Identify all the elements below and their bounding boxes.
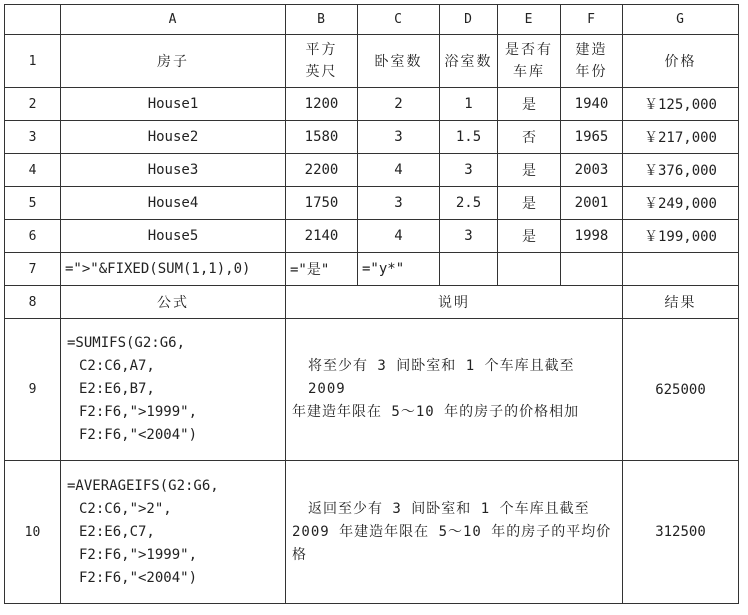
column-header-f[interactable]: F	[561, 5, 623, 35]
formula-line: F2:F6,">1999",	[79, 404, 198, 420]
cell-bathrooms[interactable]: 2.5	[440, 187, 498, 220]
cell-bedrooms[interactable]: 4	[358, 220, 440, 253]
cell-house-name[interactable]: House3	[61, 154, 286, 187]
formula-line: E2:E6,B7,	[79, 381, 155, 397]
cell-garage[interactable]: 是	[498, 187, 561, 220]
row-number[interactable]: 4	[5, 154, 61, 187]
column-header-e[interactable]: E	[498, 5, 561, 35]
row-number[interactable]: 6	[5, 220, 61, 253]
cell-text-line: 平方	[305, 42, 338, 58]
cell-house-name[interactable]: House4	[61, 187, 286, 220]
cell-year[interactable]: 1998	[561, 220, 623, 253]
cell-sqft[interactable]: 1200	[286, 88, 358, 121]
cell-year[interactable]: 2003	[561, 154, 623, 187]
formula-line: F2:F6,">1999",	[79, 546, 198, 563]
row-number[interactable]: 3	[5, 121, 61, 154]
cell-c7[interactable]: ="y*"	[358, 253, 440, 286]
spreadsheet-table	[4, 4, 739, 604]
cell-formula-header[interactable]: 公式	[61, 286, 286, 319]
cell-bedrooms[interactable]: 2	[358, 88, 440, 121]
cell-a1[interactable]: 房子	[61, 35, 286, 88]
corner-cell[interactable]	[5, 5, 61, 35]
cell-bathrooms[interactable]: 1.5	[440, 121, 498, 154]
cell-text-line: 英尺	[305, 64, 338, 80]
cell-e1[interactable]	[498, 35, 561, 88]
cell-formula-averageifs[interactable]	[61, 461, 286, 604]
cell-text-line: 年份	[575, 64, 608, 80]
cell-d7[interactable]	[440, 253, 498, 286]
column-header-a[interactable]: A	[61, 5, 286, 35]
cell-garage[interactable]: 是	[498, 220, 561, 253]
table-row	[5, 220, 739, 253]
cell-garage[interactable]: 否	[498, 121, 561, 154]
cell-f7[interactable]	[561, 253, 623, 286]
cell-house-name[interactable]: House2	[61, 121, 286, 154]
cell-f1[interactable]	[561, 35, 623, 88]
description-line: 格	[292, 546, 307, 563]
formula-line: C2:C6,">2",	[79, 500, 172, 517]
row-number[interactable]: 10	[5, 461, 61, 604]
column-header-row	[5, 5, 739, 35]
column-header-c[interactable]: C	[358, 5, 440, 35]
cell-text-line: 车库	[513, 64, 545, 80]
cell-g1[interactable]: 价格	[623, 35, 739, 88]
cell-result-header[interactable]: 结果	[623, 286, 739, 319]
table-row	[5, 187, 739, 220]
cell-text-line: 建造	[575, 42, 608, 58]
cell-garage[interactable]: 是	[498, 154, 561, 187]
column-header-b[interactable]: B	[286, 5, 358, 35]
cell-d1[interactable]: 浴室数	[440, 35, 498, 88]
cell-c1[interactable]: 卧室数	[358, 35, 440, 88]
formula-line: =AVERAGEIFS(G2:G6,	[67, 477, 219, 494]
cell-description-averageifs[interactable]	[286, 461, 623, 604]
formula-line: C2:C6,A7,	[79, 358, 155, 374]
cell-year[interactable]: 2001	[561, 187, 623, 220]
cell-result-averageifs[interactable]: 312500	[623, 461, 739, 604]
cell-result-sumifs[interactable]: 625000	[623, 319, 739, 461]
cell-price[interactable]: ￥199,000	[623, 220, 739, 253]
formula-line: F2:F6,"<2004")	[79, 569, 198, 586]
cell-bathrooms[interactable]: 1	[440, 88, 498, 121]
column-header-d[interactable]: D	[440, 5, 498, 35]
table-row	[5, 461, 739, 604]
row-number[interactable]: 2	[5, 88, 61, 121]
row-number[interactable]: 7	[5, 253, 61, 286]
column-header-g[interactable]: G	[623, 5, 739, 35]
cell-bedrooms[interactable]: 3	[358, 187, 440, 220]
cell-description-header[interactable]: 说明	[286, 286, 623, 319]
row-number[interactable]: 5	[5, 187, 61, 220]
table-row	[5, 88, 739, 121]
cell-a7[interactable]: =">"&FIXED(SUM(1,1),0)	[61, 253, 286, 286]
cell-bedrooms[interactable]: 3	[358, 121, 440, 154]
cell-year[interactable]: 1940	[561, 88, 623, 121]
cell-garage[interactable]: 是	[498, 88, 561, 121]
description-line: 年建造年限在 5～10 年的房子的价格相加	[292, 404, 580, 420]
cell-price[interactable]: ￥125,000	[623, 88, 739, 121]
description-line: 2009 年建造年限在 5～10 年的房子的平均价	[292, 523, 612, 540]
cell-bedrooms[interactable]: 4	[358, 154, 440, 187]
cell-bathrooms[interactable]: 3	[440, 220, 498, 253]
cell-sqft[interactable]: 2200	[286, 154, 358, 187]
cell-text-line: 是否有	[505, 42, 553, 58]
table-row	[5, 253, 739, 286]
cell-g7[interactable]	[623, 253, 739, 286]
row-number[interactable]: 8	[5, 286, 61, 319]
cell-year[interactable]: 1965	[561, 121, 623, 154]
cell-sqft[interactable]: 2140	[286, 220, 358, 253]
cell-price[interactable]: ￥217,000	[623, 121, 739, 154]
row-number[interactable]: 1	[5, 35, 61, 88]
cell-b1[interactable]	[286, 35, 358, 88]
cell-description-sumifs[interactable]	[286, 319, 623, 461]
cell-bathrooms[interactable]: 3	[440, 154, 498, 187]
cell-house-name[interactable]: House1	[61, 88, 286, 121]
cell-b7[interactable]: ="是"	[286, 253, 358, 286]
table-row	[5, 121, 739, 154]
row-number[interactable]: 9	[5, 319, 61, 461]
formula-line: =SUMIFS(G2:G6,	[67, 335, 186, 351]
table-row	[5, 286, 739, 319]
formula-line: E2:E6,C7,	[79, 523, 155, 540]
description-line: 返回至少有 3 间卧室和 1 个车库且截至	[308, 500, 590, 517]
cell-house-name[interactable]: House5	[61, 220, 286, 253]
cell-price[interactable]: ￥249,000	[623, 187, 739, 220]
cell-sqft[interactable]: 1580	[286, 121, 358, 154]
table-row	[5, 154, 739, 187]
formula-line: F2:F6,"<2004")	[79, 427, 198, 443]
description-line: 将至少有 3 间卧室和 1 个车库且截至 2009	[308, 358, 575, 397]
table-row	[5, 319, 739, 461]
cell-formula-sumifs[interactable]	[61, 319, 286, 461]
cell-e7[interactable]	[498, 253, 561, 286]
cell-price[interactable]: ￥376,000	[623, 154, 739, 187]
cell-sqft[interactable]: 1750	[286, 187, 358, 220]
table-row	[5, 35, 739, 88]
